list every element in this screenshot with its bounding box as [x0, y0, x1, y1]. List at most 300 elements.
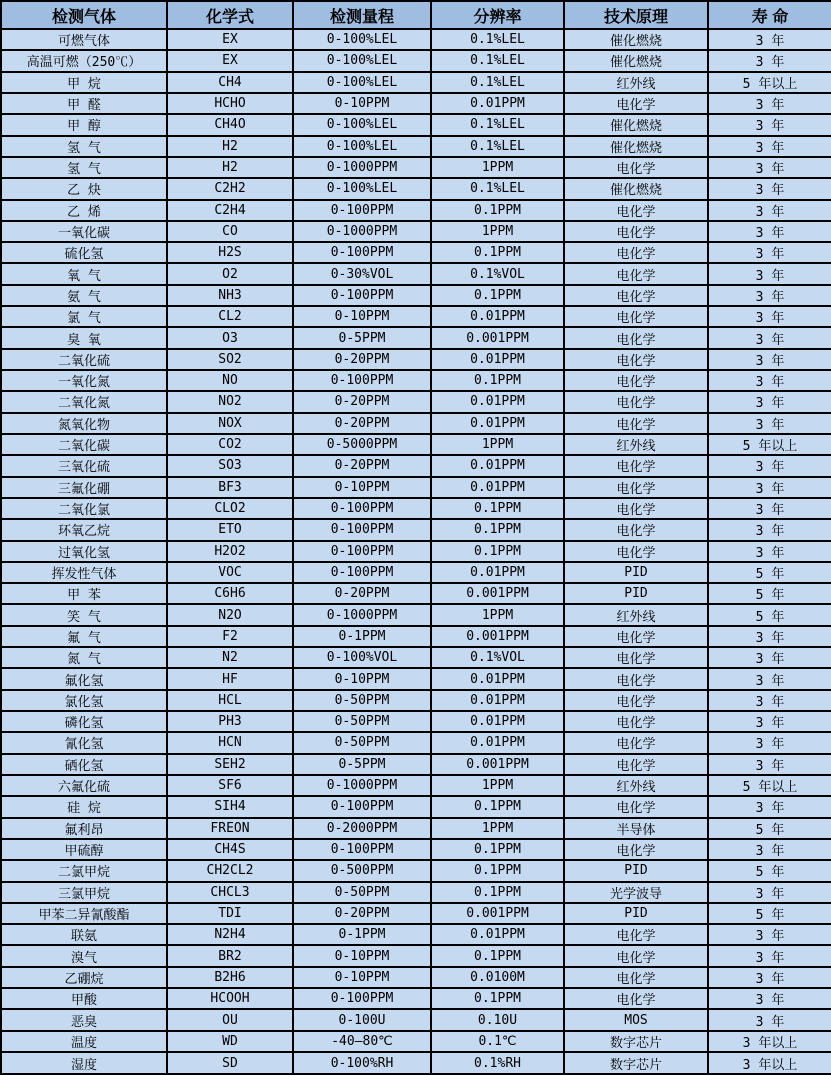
table-row — [1, 1052, 831, 1074]
cell-formula: NOX — [167, 413, 293, 434]
cell-formula: NO2 — [167, 391, 293, 412]
cell-range: 0-100PPM — [293, 242, 431, 263]
cell-resolution: 1PPM — [431, 221, 564, 242]
table-row — [1, 72, 831, 93]
cell-formula: SIH4 — [167, 796, 293, 817]
cell-formula: CO — [167, 221, 293, 242]
cell-formula: N2H4 — [167, 924, 293, 945]
cell-formula: CH4O — [167, 114, 293, 135]
table-row — [1, 647, 831, 668]
table-row — [1, 903, 831, 924]
cell-gas: 硒化氢 — [1, 754, 167, 775]
cell-gas: 甲酸 — [1, 988, 167, 1009]
cell-gas: 磷化氢 — [1, 711, 167, 732]
cell-principle: 电化学 — [564, 732, 708, 753]
cell-formula: CH4S — [167, 839, 293, 860]
table-row — [1, 200, 831, 221]
cell-resolution: 0.01PPM — [431, 477, 564, 498]
cell-range: 0-5PPM — [293, 754, 431, 775]
cell-gas: 硅 烷 — [1, 796, 167, 817]
table-row — [1, 626, 831, 647]
cell-range: 0-100PPM — [293, 839, 431, 860]
cell-formula: PH3 — [167, 711, 293, 732]
cell-resolution: 0.01PPM — [431, 306, 564, 327]
cell-principle: 电化学 — [564, 455, 708, 476]
cell-formula: OU — [167, 1009, 293, 1030]
cell-resolution: 0.10U — [431, 1009, 564, 1030]
cell-lifespan: 3 年 — [708, 114, 831, 135]
cell-lifespan: 3 年 — [708, 647, 831, 668]
cell-lifespan: 3 年 — [708, 732, 831, 753]
cell-formula: F2 — [167, 626, 293, 647]
cell-lifespan: 3 年 — [708, 413, 831, 434]
cell-resolution: 0.01PPM — [431, 732, 564, 753]
cell-formula: SD — [167, 1052, 293, 1074]
cell-principle: 电化学 — [564, 796, 708, 817]
cell-lifespan: 3 年 — [708, 690, 831, 711]
cell-lifespan: 3 年 — [708, 178, 831, 199]
cell-principle: 催化燃烧 — [564, 114, 708, 135]
cell-resolution: 0.1PPM — [431, 541, 564, 562]
cell-gas: 三氧化硫 — [1, 455, 167, 476]
cell-range: 0-100PPM — [293, 562, 431, 583]
cell-range: 0-100PPM — [293, 519, 431, 540]
cell-lifespan: 3 年 — [708, 626, 831, 647]
cell-range: 0-50PPM — [293, 690, 431, 711]
cell-lifespan: 3 年 — [708, 263, 831, 284]
table-row — [1, 1031, 831, 1052]
cell-formula: EX — [167, 29, 293, 50]
table-row — [1, 221, 831, 242]
cell-principle: 催化燃烧 — [564, 29, 708, 50]
cell-range: 0-10PPM — [293, 306, 431, 327]
cell-principle: 电化学 — [564, 157, 708, 178]
cell-formula: NO — [167, 370, 293, 391]
cell-lifespan: 3 年 — [708, 136, 831, 157]
cell-principle: 半导体 — [564, 818, 708, 839]
cell-range: 0-100%RH — [293, 1052, 431, 1074]
cell-gas: 三氟化硼 — [1, 477, 167, 498]
cell-lifespan: 3 年 — [708, 924, 831, 945]
cell-resolution: 0.01PPM — [431, 924, 564, 945]
cell-range: 0-50PPM — [293, 882, 431, 903]
cell-range: 0-1000PPM — [293, 604, 431, 625]
cell-lifespan: 3 年 — [708, 945, 831, 966]
cell-gas: 甲硫醇 — [1, 839, 167, 860]
cell-principle: 电化学 — [564, 391, 708, 412]
table-row — [1, 690, 831, 711]
cell-lifespan: 3 年 — [708, 349, 831, 370]
cell-principle: 催化燃烧 — [564, 136, 708, 157]
cell-principle: 红外线 — [564, 604, 708, 625]
cell-formula: O2 — [167, 263, 293, 284]
cell-gas: 甲苯二异氰酸酯 — [1, 903, 167, 924]
cell-lifespan: 3 年 — [708, 519, 831, 540]
cell-resolution: 0.1%LEL — [431, 114, 564, 135]
cell-principle: 数字芯片 — [564, 1052, 708, 1074]
column-header-principle: 技术原理 — [564, 1, 708, 29]
cell-lifespan: 5 年 — [708, 562, 831, 583]
cell-lifespan: 5 年 — [708, 818, 831, 839]
cell-range: 0-10PPM — [293, 967, 431, 988]
cell-range: 0-100%LEL — [293, 136, 431, 157]
cell-principle: 电化学 — [564, 327, 708, 348]
cell-principle: 电化学 — [564, 924, 708, 945]
table-row — [1, 967, 831, 988]
cell-resolution: 0.01PPM — [431, 413, 564, 434]
cell-resolution: 1PPM — [431, 775, 564, 796]
cell-lifespan: 5 年以上 — [708, 434, 831, 455]
cell-range: 0-20PPM — [293, 903, 431, 924]
cell-gas: 甲 醇 — [1, 114, 167, 135]
cell-resolution: 0.1PPM — [431, 860, 564, 881]
cell-gas: 二氧化碳 — [1, 434, 167, 455]
column-header-gas: 检测气体 — [1, 1, 167, 29]
cell-resolution: 0.1%LEL — [431, 178, 564, 199]
cell-gas: 一氧化氮 — [1, 370, 167, 391]
cell-lifespan: 3 年 — [708, 455, 831, 476]
cell-principle: 红外线 — [564, 434, 708, 455]
cell-gas: 环氧乙烷 — [1, 519, 167, 540]
table-row — [1, 136, 831, 157]
cell-formula: CHCL3 — [167, 882, 293, 903]
cell-resolution: 0.1℃ — [431, 1031, 564, 1052]
cell-principle: 电化学 — [564, 349, 708, 370]
cell-principle: 电化学 — [564, 477, 708, 498]
cell-gas: 甲 苯 — [1, 583, 167, 604]
cell-range: 0-10PPM — [293, 477, 431, 498]
cell-principle: PID — [564, 583, 708, 604]
cell-resolution: 0.01PPM — [431, 711, 564, 732]
cell-formula: TDI — [167, 903, 293, 924]
cell-range: 0-20PPM — [293, 413, 431, 434]
cell-lifespan: 3 年 — [708, 668, 831, 689]
cell-range: 0-100PPM — [293, 541, 431, 562]
cell-range: 0-1PPM — [293, 924, 431, 945]
cell-lifespan: 5 年 — [708, 860, 831, 881]
cell-range: 0-100%LEL — [293, 114, 431, 135]
cell-gas: 一氧化碳 — [1, 221, 167, 242]
cell-gas: 氰化氢 — [1, 732, 167, 753]
cell-gas: 氢 气 — [1, 157, 167, 178]
cell-lifespan: 3 年 — [708, 50, 831, 71]
cell-gas: 二氧化氮 — [1, 391, 167, 412]
cell-lifespan: 3 年 — [708, 796, 831, 817]
cell-formula: CH2CL2 — [167, 860, 293, 881]
cell-formula: HCHO — [167, 93, 293, 114]
cell-gas: 氯化氢 — [1, 690, 167, 711]
cell-range: 0-1000PPM — [293, 775, 431, 796]
cell-formula: BR2 — [167, 945, 293, 966]
cell-formula: HCOOH — [167, 988, 293, 1009]
cell-principle: 电化学 — [564, 626, 708, 647]
cell-lifespan: 3 年 — [708, 754, 831, 775]
cell-range: 0-100%VOL — [293, 647, 431, 668]
cell-principle: 电化学 — [564, 754, 708, 775]
cell-lifespan: 3 年 — [708, 285, 831, 306]
table-row — [1, 924, 831, 945]
cell-formula: C6H6 — [167, 583, 293, 604]
header-row — [1, 1, 831, 29]
cell-formula: C2H2 — [167, 178, 293, 199]
cell-resolution: 0.001PPM — [431, 583, 564, 604]
cell-principle: 电化学 — [564, 690, 708, 711]
cell-resolution: 0.1PPM — [431, 242, 564, 263]
cell-lifespan: 5 年 — [708, 903, 831, 924]
table-row — [1, 349, 831, 370]
cell-resolution: 0.1PPM — [431, 945, 564, 966]
cell-lifespan: 3 年 — [708, 242, 831, 263]
cell-resolution: 1PPM — [431, 604, 564, 625]
cell-formula: H2 — [167, 136, 293, 157]
cell-resolution: 0.001PPM — [431, 903, 564, 924]
cell-range: 0-100PPM — [293, 370, 431, 391]
table-row — [1, 732, 831, 753]
table-row — [1, 604, 831, 625]
cell-formula: H2O2 — [167, 541, 293, 562]
table-row — [1, 668, 831, 689]
cell-gas: 氯 气 — [1, 306, 167, 327]
cell-principle: 催化燃烧 — [564, 50, 708, 71]
cell-range: 0-100%LEL — [293, 178, 431, 199]
cell-range: 0-500PPM — [293, 860, 431, 881]
table-row — [1, 413, 831, 434]
cell-formula: BF3 — [167, 477, 293, 498]
cell-lifespan: 3 年 — [708, 391, 831, 412]
table-row — [1, 50, 831, 71]
cell-gas: 过氧化氢 — [1, 541, 167, 562]
cell-principle: 电化学 — [564, 647, 708, 668]
cell-principle: 电化学 — [564, 242, 708, 263]
cell-gas: 臭 氧 — [1, 327, 167, 348]
cell-gas: 高温可燃（250℃） — [1, 50, 167, 71]
table-row — [1, 114, 831, 135]
table-row — [1, 178, 831, 199]
cell-principle: 电化学 — [564, 413, 708, 434]
cell-resolution: 0.1PPM — [431, 839, 564, 860]
cell-formula: HCL — [167, 690, 293, 711]
cell-principle: 电化学 — [564, 967, 708, 988]
cell-resolution: 0.01PPM — [431, 455, 564, 476]
cell-resolution: 0.1PPM — [431, 988, 564, 1009]
cell-range: -40—80℃ — [293, 1031, 431, 1052]
cell-lifespan: 3 年以上 — [708, 1031, 831, 1052]
cell-formula: H2 — [167, 157, 293, 178]
table-row — [1, 327, 831, 348]
cell-principle: 电化学 — [564, 711, 708, 732]
table-row — [1, 455, 831, 476]
cell-range: 0-1000PPM — [293, 157, 431, 178]
cell-lifespan: 3 年 — [708, 370, 831, 391]
cell-formula: WD — [167, 1031, 293, 1052]
cell-principle: PID — [564, 562, 708, 583]
table-row — [1, 945, 831, 966]
cell-formula: C2H4 — [167, 200, 293, 221]
cell-resolution: 0.01PPM — [431, 349, 564, 370]
cell-lifespan: 3 年以上 — [708, 1052, 831, 1074]
cell-gas: 乙 炔 — [1, 178, 167, 199]
table-row — [1, 882, 831, 903]
cell-gas: 二氯甲烷 — [1, 860, 167, 881]
table-row — [1, 754, 831, 775]
cell-resolution: 1PPM — [431, 818, 564, 839]
table-row — [1, 157, 831, 178]
cell-gas: 氮氧化物 — [1, 413, 167, 434]
cell-formula: CO2 — [167, 434, 293, 455]
cell-range: 0-30%VOL — [293, 263, 431, 284]
cell-principle: 电化学 — [564, 668, 708, 689]
cell-resolution: 0.001PPM — [431, 327, 564, 348]
cell-resolution: 0.1%LEL — [431, 72, 564, 93]
column-header-formula: 化学式 — [167, 1, 293, 29]
table-row — [1, 285, 831, 306]
cell-gas: 甲 烷 — [1, 72, 167, 93]
table-row — [1, 498, 831, 519]
cell-resolution: 0.0100M — [431, 967, 564, 988]
cell-lifespan: 3 年 — [708, 839, 831, 860]
cell-lifespan: 3 年 — [708, 327, 831, 348]
cell-gas: 氟利昂 — [1, 818, 167, 839]
cell-lifespan: 3 年 — [708, 882, 831, 903]
cell-resolution: 0.1PPM — [431, 285, 564, 306]
cell-range: 0-100PPM — [293, 285, 431, 306]
cell-range: 0-100%LEL — [293, 29, 431, 50]
cell-range: 0-100PPM — [293, 796, 431, 817]
cell-principle: 电化学 — [564, 285, 708, 306]
cell-principle: 电化学 — [564, 498, 708, 519]
table-row — [1, 775, 831, 796]
cell-gas: 氧 气 — [1, 263, 167, 284]
cell-lifespan: 3 年 — [708, 29, 831, 50]
cell-lifespan: 3 年 — [708, 967, 831, 988]
cell-formula: SO2 — [167, 349, 293, 370]
table-row — [1, 519, 831, 540]
table-row — [1, 391, 831, 412]
table-row — [1, 29, 831, 50]
cell-gas: 六氟化硫 — [1, 775, 167, 796]
cell-principle: 红外线 — [564, 72, 708, 93]
cell-range: 0-100%LEL — [293, 72, 431, 93]
cell-formula: H2S — [167, 242, 293, 263]
table-row — [1, 477, 831, 498]
cell-resolution: 1PPM — [431, 434, 564, 455]
cell-resolution: 0.1%LEL — [431, 50, 564, 71]
cell-range: 0-10PPM — [293, 668, 431, 689]
cell-principle: PID — [564, 860, 708, 881]
cell-formula: CH4 — [167, 72, 293, 93]
table-row — [1, 306, 831, 327]
cell-principle: 电化学 — [564, 988, 708, 1009]
cell-lifespan: 5 年以上 — [708, 775, 831, 796]
table-body — [1, 29, 831, 1074]
cell-range: 0-100U — [293, 1009, 431, 1030]
cell-lifespan: 5 年 — [708, 604, 831, 625]
table-row — [1, 242, 831, 263]
cell-gas: 氨 气 — [1, 285, 167, 306]
cell-resolution: 1PPM — [431, 157, 564, 178]
cell-range: 0-20PPM — [293, 583, 431, 604]
cell-resolution: 0.001PPM — [431, 754, 564, 775]
cell-resolution: 0.1PPM — [431, 498, 564, 519]
cell-range: 0-5000PPM — [293, 434, 431, 455]
cell-formula: N2 — [167, 647, 293, 668]
cell-lifespan: 3 年 — [708, 221, 831, 242]
cell-resolution: 0.01PPM — [431, 690, 564, 711]
cell-gas: 联氨 — [1, 924, 167, 945]
table-row — [1, 839, 831, 860]
cell-gas: 溴气 — [1, 945, 167, 966]
cell-principle: 电化学 — [564, 541, 708, 562]
cell-range: 0-100PPM — [293, 498, 431, 519]
cell-formula: HCN — [167, 732, 293, 753]
cell-principle: MOS — [564, 1009, 708, 1030]
cell-gas: 恶臭 — [1, 1009, 167, 1030]
cell-range: 0-2000PPM — [293, 818, 431, 839]
cell-resolution: 0.01PPM — [431, 93, 564, 114]
cell-resolution: 0.1PPM — [431, 370, 564, 391]
cell-gas: 挥发性气体 — [1, 562, 167, 583]
cell-principle: 电化学 — [564, 221, 708, 242]
cell-range: 0-10PPM — [293, 945, 431, 966]
table-row — [1, 370, 831, 391]
cell-gas: 湿度 — [1, 1052, 167, 1074]
cell-principle: 电化学 — [564, 306, 708, 327]
cell-gas: 氟化氢 — [1, 668, 167, 689]
cell-formula: N2O — [167, 604, 293, 625]
cell-principle: 光学波导 — [564, 882, 708, 903]
table-row — [1, 562, 831, 583]
cell-range: 0-1000PPM — [293, 221, 431, 242]
column-header-lifespan: 寿 命 — [708, 1, 831, 29]
cell-lifespan: 3 年 — [708, 306, 831, 327]
cell-range: 0-20PPM — [293, 349, 431, 370]
cell-range: 0-100%LEL — [293, 50, 431, 71]
cell-gas: 二氧化硫 — [1, 349, 167, 370]
cell-lifespan: 5 年 — [708, 583, 831, 604]
cell-resolution: 0.01PPM — [431, 668, 564, 689]
cell-range: 0-10PPM — [293, 93, 431, 114]
cell-lifespan: 3 年 — [708, 477, 831, 498]
cell-lifespan: 5 年以上 — [708, 72, 831, 93]
cell-formula: SF6 — [167, 775, 293, 796]
cell-resolution: 0.1PPM — [431, 200, 564, 221]
cell-principle: 电化学 — [564, 263, 708, 284]
cell-gas: 可燃气体 — [1, 29, 167, 50]
cell-resolution: 0.1%RH — [431, 1052, 564, 1074]
cell-range: 0-50PPM — [293, 732, 431, 753]
cell-lifespan: 3 年 — [708, 93, 831, 114]
cell-formula: CLO2 — [167, 498, 293, 519]
cell-lifespan: 3 年 — [708, 200, 831, 221]
cell-gas: 氟 气 — [1, 626, 167, 647]
table-row — [1, 583, 831, 604]
cell-principle: PID — [564, 903, 708, 924]
table-row — [1, 711, 831, 732]
cell-resolution: 0.1%LEL — [431, 29, 564, 50]
cell-formula: SO3 — [167, 455, 293, 476]
table-row — [1, 860, 831, 881]
cell-principle: 电化学 — [564, 370, 708, 391]
cell-gas: 乙硼烷 — [1, 967, 167, 988]
cell-formula: VOC — [167, 562, 293, 583]
cell-range: 0-5PPM — [293, 327, 431, 348]
cell-resolution: 0.1%LEL — [431, 136, 564, 157]
table-row — [1, 434, 831, 455]
cell-range: 0-100PPM — [293, 988, 431, 1009]
cell-formula: CL2 — [167, 306, 293, 327]
cell-formula: ETO — [167, 519, 293, 540]
cell-lifespan: 3 年 — [708, 1009, 831, 1030]
